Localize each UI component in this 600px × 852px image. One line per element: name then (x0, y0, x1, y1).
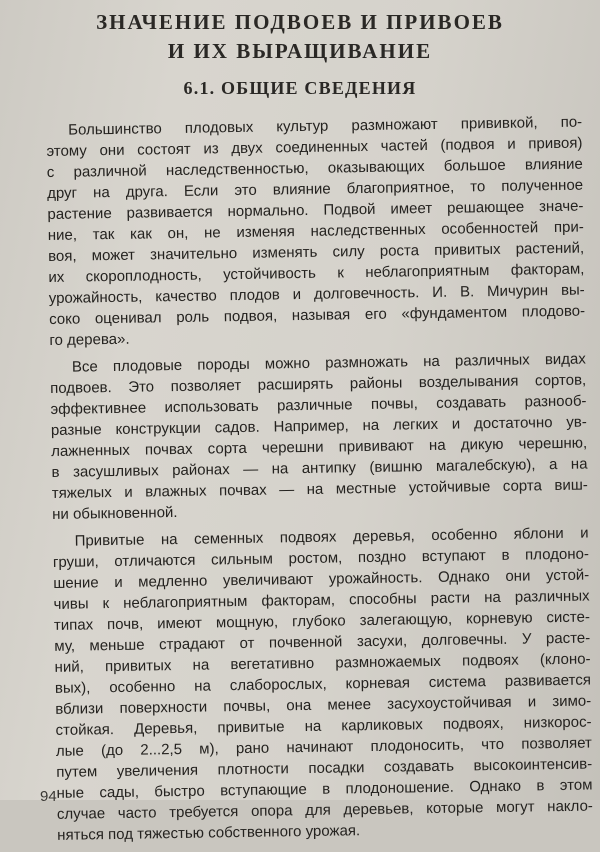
text-line: лые (до 2...2,5 м), рано начинают плодоносить, что позволяет (55, 734, 592, 760)
text-line: ние, так как он, не изменяя наследственных особенностей при- (47, 218, 584, 244)
text-line: вых), особенно на слаборослых, корневая система развивается (54, 671, 591, 697)
text-line: растение развивается нормально. Подвой имеет решающее значе- (47, 197, 584, 223)
text-line: соко оценивал роль подвоя, называя его «фундаментом плодово- (49, 302, 586, 328)
text-line: шение и медленно увеличивают урожайность. Однако они устой- (53, 566, 590, 592)
chapter-title-line-1: ЗНАЧЕНИЕ ПОДВОЕВ И ПРИВОЕВ (96, 10, 504, 34)
text-line: чивы к неблагоприятным факторам, способны расти на различных (53, 587, 590, 613)
body-text (46, 112, 593, 852)
text-line: воя, может значительно изменять силу роста привитых растений, (48, 239, 585, 265)
text-line: стойкая. Деревья, привитые на карликовых подвоях, низкорос- (55, 713, 592, 739)
text-line: в засушливых районах — на антипку (вишню магалебскую), а на (51, 455, 588, 481)
text-line: ные сады, быстро вступающие в плодоношение. Однако в этом (56, 776, 593, 802)
text-line: урожайность, качество плодов и долговечность. И. В. Мичурин вы- (48, 281, 585, 307)
text-line: вблизи поверхности почвы, она менее засухоустойчивая и зимо- (55, 692, 592, 718)
text-line: разные конструкции садов. Например, на легких и достаточно ув- (50, 413, 587, 439)
text-line: Все плодовые породы можно размножать на различных видах (71, 350, 586, 376)
text-line: их скороплодность, устойчивость к неблагоприятным факторам, (48, 260, 585, 286)
text-line: подвоев. Это позволяет расширять районы возделывания сортов, (50, 371, 587, 397)
text-line: груши, отличаются сильным ростом, поздно вступают в плодоно- (52, 545, 590, 571)
text-line: Привитые на семенных подвоях деревья, особенно яблони и (74, 524, 589, 550)
text-line: этому они состоят из двух соединенных частей (подвоя и привоя) (46, 134, 583, 160)
chapter-title (70, 8, 530, 66)
text-line: с различной наследственностью, оказывающих большое влияние (46, 155, 583, 181)
text-line: случае часто требуется опора для деревьев, которые могут накло- (56, 797, 593, 823)
text-line: лажненных почвах сорта черешни прививают на дикую черешню, (51, 434, 588, 460)
text-line: ни обыкновенной. (52, 503, 178, 523)
paragraph-3 (52, 523, 593, 846)
text-line: го дерева». (49, 330, 130, 349)
paragraph-2 (50, 349, 589, 525)
text-line: му, меньше страдают от почвенной засухи, долговечны. У расте- (54, 629, 591, 655)
text-line: Большинство плодовых культур размножают прививкой, по- (68, 113, 583, 139)
page-number: 94 (40, 788, 57, 805)
paragraph-1 (46, 112, 586, 351)
chapter-title-line-2: И ИХ ВЫРАЩИВАНИЕ (167, 39, 433, 63)
text-line: путем увеличения плотности посадки создавать высокоинтенсив- (56, 755, 593, 781)
text-line: эффективнее использовать различные почвы, создавать разнооб- (50, 392, 587, 418)
text-line: тяжелых и влажных почвах — на местные устойчивые сорта виш- (51, 476, 588, 502)
text-line: ний, привитых на вегетативно размножаемых подвоях (клоно- (54, 650, 591, 676)
text-line: типах почв, имеют мощную, глубоко залегающую, корневую систе- (53, 608, 591, 634)
text-line: няться под тяжестью собственного урожая. (57, 822, 361, 844)
section-title: 6.1. ОБЩИЕ СВЕДЕНИЯ (183, 78, 417, 98)
text-line: друг на друга. Если это влияние благоприятное, то полученное (47, 176, 584, 202)
